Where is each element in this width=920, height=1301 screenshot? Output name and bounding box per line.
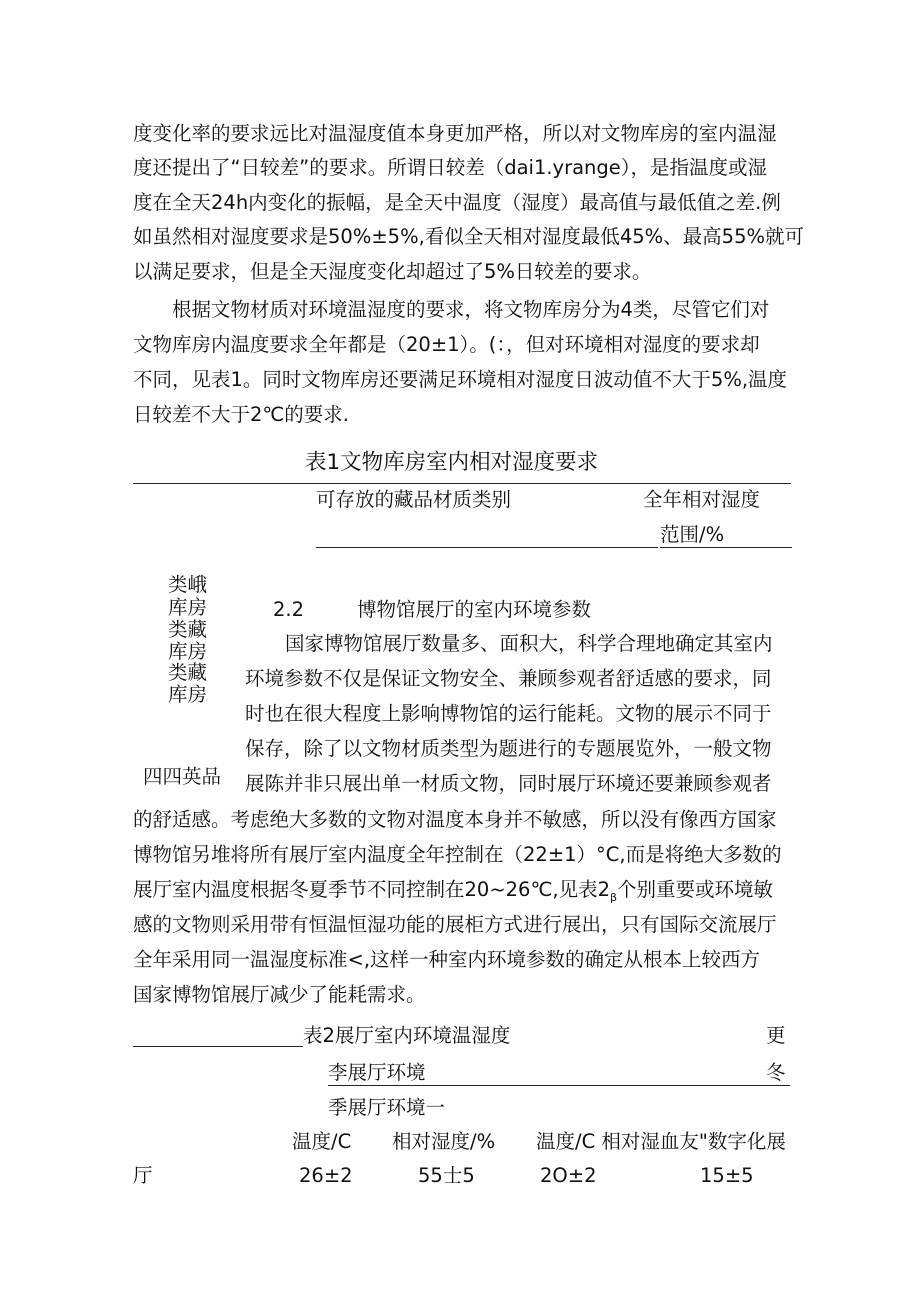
paragraph-1-line-1: 度变化率的要求远比对温湿度值本身更加严格，所以对文物库房的室内温湿 — [133, 122, 777, 145]
paragraph-3-line-8 — [133, 880, 773, 903]
table-2-cell: 55士5 — [418, 1164, 475, 1187]
paragraph-3-line-8-tail: 个别重要或环境敏 — [617, 878, 774, 901]
table-2-right-char-1: 更 — [766, 1024, 786, 1047]
table-2-caption: 表2展厅室内环境温湿度 — [303, 1024, 511, 1047]
table-1-header-rule — [660, 547, 792, 548]
section-title: 博物馆展厅的室内环境参数 — [357, 598, 592, 621]
paragraph-3-line-7: 博物馆另堆将所有展厅室内温度全年控制在（22±1）°C,而是将绝大多数的 — [133, 843, 782, 866]
table-1-header-range: 范围/% — [660, 523, 725, 546]
table-1-row-label: 类藏 — [168, 661, 208, 684]
table-2-summer-rule — [328, 1085, 790, 1086]
paragraph-3-line-2: 环境参数不仅是保证文物安全、兼顾参观者舒适感的要求，同 — [245, 667, 772, 690]
table-2-summer-label: 李展厅环境 — [328, 1061, 426, 1084]
table-2-winter-label: 季展厅环境一 — [328, 1096, 446, 1119]
paragraph-3-line-8-text: 展厅室内温度根据冬夏季节不同控制在20~26℃,见表2 — [133, 878, 610, 901]
paragraph-3-line-3: 时也在很大程度上影响博物馆的运行能耗。文物的展示不同于 — [245, 702, 772, 725]
table-1-top-rule — [133, 483, 791, 484]
table-1-row-label: 库房 — [168, 640, 208, 663]
table-2-header-humidity: 相对湿度/% — [392, 1130, 496, 1153]
paragraph-3-line-5: 展陈并非只展出单一材质文物，同时展厅环境还要兼顾参观者 — [245, 772, 772, 795]
table-1-header-humidity: 全年相对湿度 — [643, 488, 761, 511]
table-2-row-label: 厅 — [133, 1164, 153, 1187]
table-2-cell: 26±2 — [299, 1164, 353, 1187]
table-1-header-underline — [316, 547, 658, 548]
paragraph-1-line-3: 度在全天24h内变化的振幅，是全天中温度（湿度）最高值与最低值之差.例 — [133, 191, 781, 214]
paragraph-3-line-11: 国家博物馆展厅减少了能耗需求。 — [133, 983, 426, 1006]
paragraph-2-line-4: 日较差不大于2℃的要求. — [133, 403, 350, 426]
paragraph-3-line-6: 的舒适感。考虑绝大多数的文物对温度本身并不敏感，所以没有像西方国家 — [133, 808, 777, 831]
table-2-right-char-2: 冬 — [766, 1061, 786, 1084]
paragraph-2-line-2: 文物库房内温度要求全年都是（20±1）。(：，但对环境相对湿度的要求却 — [133, 333, 760, 356]
paragraph-2-line-1: 根据文物材质对环境温湿度的要求，将文物库房分为4类，尽管它们对 — [172, 298, 770, 321]
table-2-left-rule — [133, 1046, 303, 1047]
table-1-row-label: 库房 — [168, 683, 208, 706]
table-2-cell: 2O±2 — [540, 1164, 597, 1187]
paragraph-3-line-4: 保存，除了以文物材质类型为题进行的专题展览外，一般文物 — [245, 737, 772, 760]
table-2-header-winter: 温度/C 相对湿血友"数字化展 — [536, 1130, 786, 1153]
table-1-caption: 表1文物库房室内相对湿度要求 — [305, 450, 599, 475]
table-1-last-row-label: 四四英品 — [143, 765, 222, 788]
table-2-header-temperature: 温度/C — [292, 1130, 352, 1153]
table-1-row-label: 类藏 — [168, 618, 208, 641]
table-1-row-label: 类峨 — [168, 573, 208, 596]
paragraph-3-subscript: β — [609, 890, 618, 904]
table-2-cell: 15±5 — [700, 1164, 754, 1187]
section-number: 2.2 — [273, 598, 305, 621]
table-1-header-material: 可存放的藏品材质类别 — [316, 488, 512, 511]
paragraph-2-line-3: 不同，见表1。同时文物库房还要满足环境相对湿度日波动值不大于5%,温度 — [133, 368, 788, 391]
paragraph-1-line-4: 如虽然相对湿度要求是50%±5%,看似全天相对湿度最低45%、最高55%就可 — [133, 225, 804, 248]
paragraph-3-line-10: 全年采用同一温湿度标准<,这样一种室内环境参数的确定从根本上较西方 — [133, 948, 761, 971]
paragraph-3-line-1: 国家博物馆展厅数量多、面积大，科学合理地确定其室内 — [285, 632, 773, 655]
table-1-row-label: 库房 — [168, 596, 208, 619]
paragraph-1-line-5: 以满足要求，但是全天湿度变化却超过了5%日较差的要求。 — [133, 260, 652, 283]
paragraph-1-line-2: 度还提出了“日较差”的要求。所谓日较差（dai1.yrange），是指温度或湿 — [133, 156, 768, 179]
paragraph-3-line-9: 感的文物则采用带有恒温恒湿功能的展柜方式进行展出，只有国际交流展厅 — [133, 913, 777, 936]
